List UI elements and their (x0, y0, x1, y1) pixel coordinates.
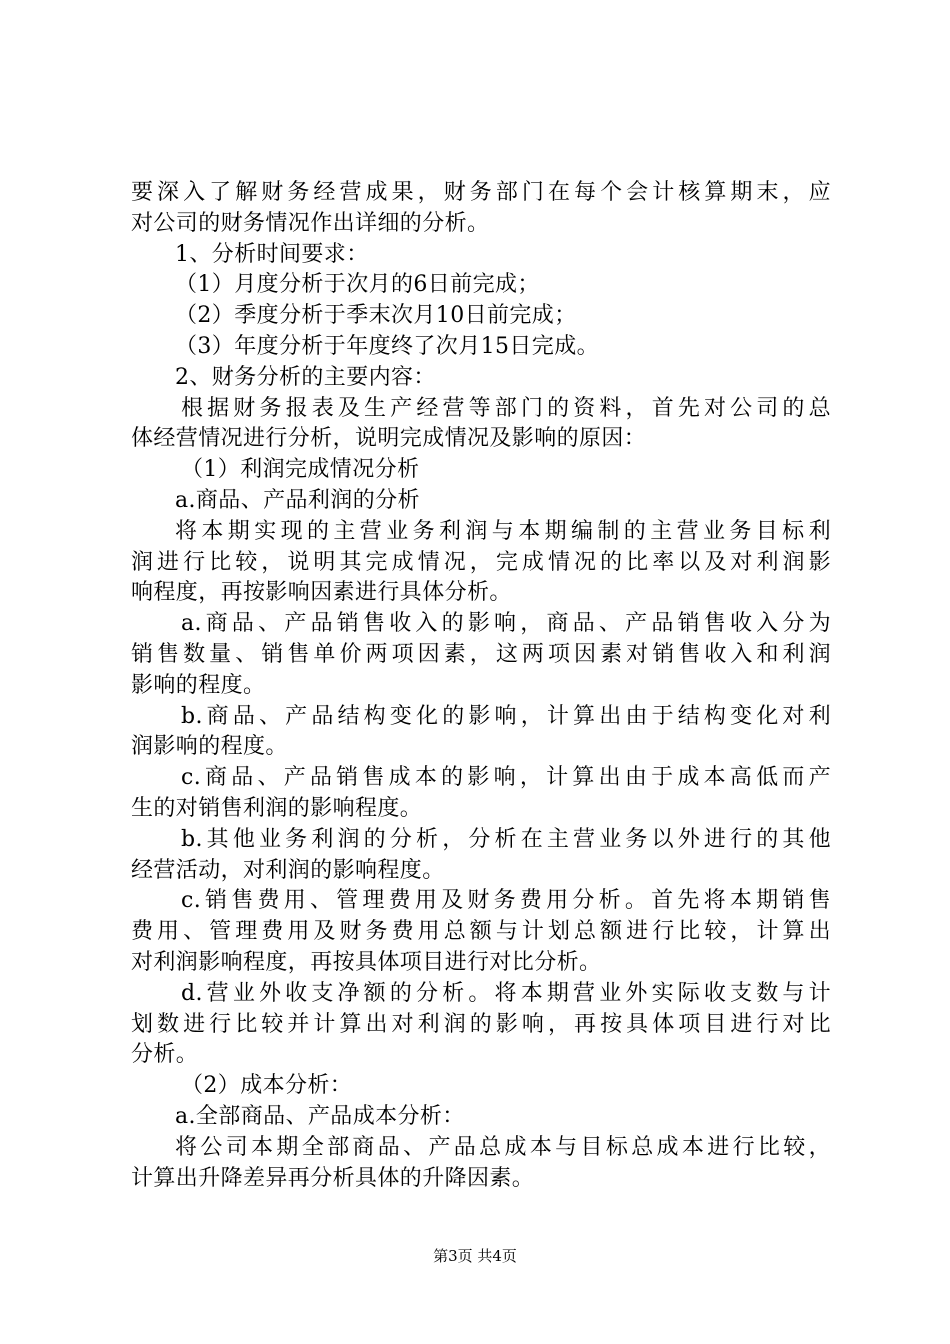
text-line: c.销售费用、管理费用及财务费用分析。首先将本期销售 (181, 888, 831, 914)
text-line: 对利润影响程度，再按具体项目进行对比分析。 (131, 949, 602, 975)
text-line: 2、财务分析的主要内容： (175, 364, 436, 390)
text-line: （2）季度分析于季末次月10日前完成； (175, 303, 577, 329)
text-line: b.商品、产品结构变化的影响，计算出由于结构变化对利 (181, 703, 831, 729)
text-line: a.全部商品、产品成本分析： (175, 1103, 465, 1129)
body-text (131, 178, 831, 1194)
text-line: 划数进行比较并计算出对利润的影响，再按具体项目进行对比 (131, 1011, 831, 1037)
text-line: 将本期实现的主营业务利润与本期编制的主营业务目标利 (175, 518, 831, 544)
text-line: 销售数量、销售单价两项因素，这两项因素对销售收入和利润 (131, 641, 831, 667)
text-line: 经营活动，对利润的影响程度。 (131, 857, 445, 883)
text-line: 计算出升降差异再分析具体的升降因素。 (131, 1165, 535, 1191)
text-line: 1、分析时间要求： (175, 241, 369, 267)
text-line: c.商品、产品销售成本的影响，计算出由于成本高低而产 (181, 765, 831, 791)
text-line: 对公司的财务情况作出详细的分析。 (131, 210, 490, 236)
text-line: 根据财务报表及生产经营等部门的资料，首先对公司的总 (181, 395, 831, 421)
text-line: b.其他业务利润的分析，分析在主营业务以外进行的其他 (181, 826, 831, 852)
text-line: 影响的程度。 (131, 672, 266, 698)
text-line: 润进行比较，说明其完成情况，完成情况的比率以及对利润影 (131, 549, 831, 575)
text-line: 润影响的程度。 (131, 734, 288, 760)
text-line: 生的对销售利润的影响程度。 (131, 795, 423, 821)
text-line: a.商品、产品利润的分析 (175, 487, 420, 513)
text-line: 分析。 (131, 1042, 199, 1068)
text-line: （2）成本分析： (181, 1073, 353, 1099)
text-line: 响程度，再按影响因素进行具体分析。 (131, 580, 512, 606)
text-line: （1）月度分析于次月的6日前完成； (175, 272, 540, 298)
text-line: 体经营情况进行分析，说明完成情况及影响的原因： (131, 426, 647, 452)
text-line: 将公司本期全部商品、产品总成本与目标总成本进行比较， (175, 1134, 831, 1160)
text-line: 费用、管理费用及财务费用总额与计划总额进行比较，计算出 (131, 919, 831, 945)
page-footer: 第3页 共4页 (433, 1247, 517, 1265)
text-line: （1）利润完成情况分析 (181, 457, 420, 483)
text-line: 要深入了解财务经营成果，财务部门在每个会计核算期末，应 (131, 180, 831, 205)
text-line: （3）年度分析于年度终了次月15日完成。 (175, 333, 599, 359)
text-line: d.营业外收支净额的分析。将本期营业外实际收支数与计 (181, 980, 831, 1006)
text-line: a.商品、产品销售收入的影响，商品、产品销售收入分为 (181, 611, 831, 637)
